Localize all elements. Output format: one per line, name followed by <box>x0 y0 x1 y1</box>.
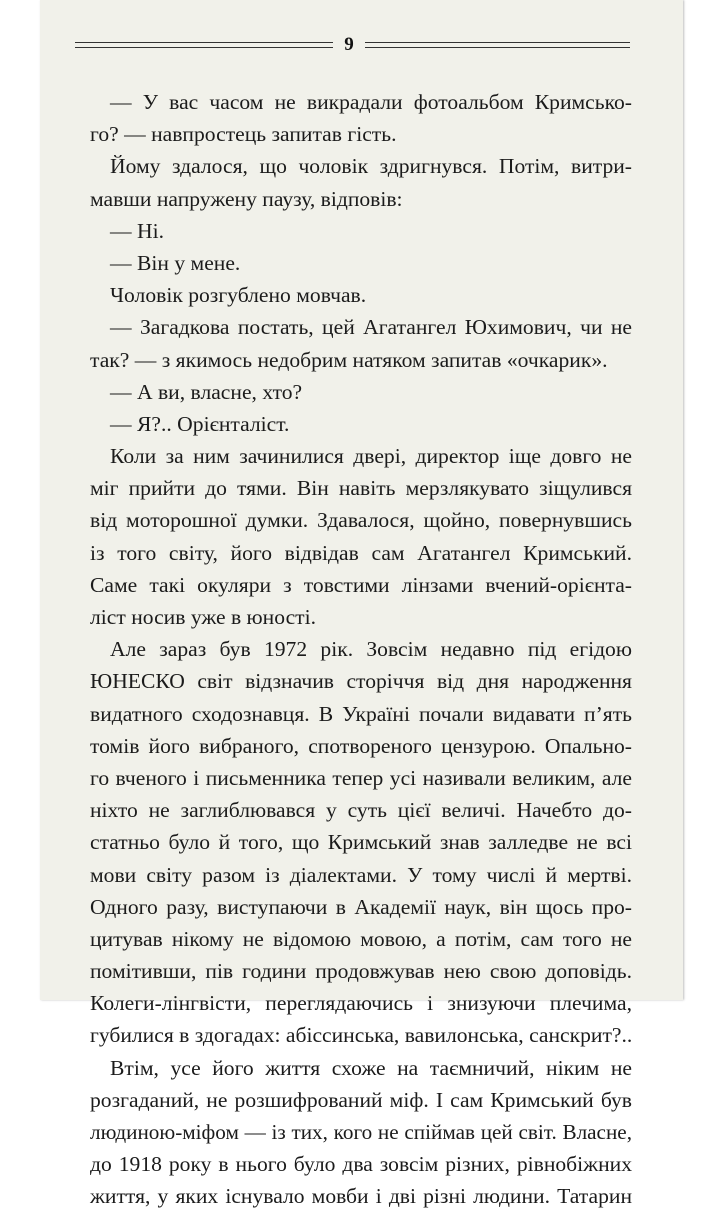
text-line: го? — навпростець запитав гість. <box>90 122 397 147</box>
text-line: цитував нікому не відомою мовою, а потім, сам того не <box>90 926 632 951</box>
text-line: — Він у мене. <box>110 250 241 275</box>
text-line: томів його вибраного, спотвореного цензурою. Опально- <box>90 733 632 758</box>
page-number: 9 <box>344 34 354 55</box>
text-line: мавши напружену паузу, відповів: <box>90 186 403 211</box>
text-line: губилися в здогадах: абіссинська, вавилонська, санскрит?.. <box>90 1023 633 1048</box>
text-line: Але зараз був 1972 рік. Зовсім недавно під егідою <box>110 637 632 662</box>
text-line: — У вас часом не викрадали фотоальбом Кримсько- <box>110 90 632 114</box>
text-line: — А ви, власне, хто? <box>110 379 303 404</box>
text-line: статньо було й того, що Кримський знав залледве не всі <box>90 830 632 855</box>
text-line: життя, у яких існувало мовби і дві різні людини. Татарин <box>90 1184 632 1209</box>
text-line: міг прийти до тями. Він навіть мерзлякувато зіщулився <box>90 476 632 501</box>
page-body-text <box>90 86 632 1213</box>
page-header <box>75 33 630 57</box>
text-line: помітивши, пів години продовжував нею свою доповідь. <box>90 959 632 984</box>
text-line: — Загадкова постать, цей Агатангел Юхимович, чи не <box>110 315 632 340</box>
text-line: Втім, усе його життя схоже на таємничий, ніким не <box>110 1055 632 1080</box>
text-line: Колеги-лінгвісти, переглядаючись і знизуючи плечима, <box>90 991 632 1016</box>
text-line: розгаданий, не розшифрований міф. І сам Кримський був <box>90 1087 632 1112</box>
text-line: Саме такі окуляри з товстими лінзами вчений-орієнта- <box>90 572 632 597</box>
text-line: до 1918 року в нього було два зовсім різних, рівнобіжних <box>90 1152 632 1177</box>
text-line: — Ні. <box>110 218 164 243</box>
text-line: Одного разу, виступаючи в Академії наук, він щось про- <box>90 894 632 919</box>
text-line: видатного сходознавця. В Україні почали видавати п’ять <box>90 701 632 726</box>
text-line: ЮНЕСКО світ відзначив сторіччя від дня народження <box>90 669 632 694</box>
text-line: Коли за ним зачинилися двері, директор іще довго не <box>110 444 632 469</box>
text-line: Йому здалося, що чоловік здригнувся. Потім, витри- <box>110 154 632 179</box>
header-rule-left <box>75 42 333 48</box>
text-line: так? — з якимось недобрим натяком запитав «очкарик». <box>90 347 608 372</box>
text-line: від моторошної думки. Здавалося, щойно, повернувшись <box>90 508 632 533</box>
text-line: мови світу разом із діалектами. У тому числі й мертві. <box>90 862 632 887</box>
text-line: із того світу, його відвідав сам Агатангел Кримський. <box>90 540 632 565</box>
book-page <box>40 0 683 1209</box>
header-rule-right <box>365 42 630 48</box>
text-line: ліст носив уже в юності. <box>90 605 316 629</box>
text-line: Чоловік розгублено мовчав. <box>110 283 367 308</box>
text-line: ніхто не заглиблювався у суть цієї величі. Начебто до- <box>90 798 632 823</box>
text-line: — Я?.. Орієнталіст. <box>110 411 290 436</box>
text-line: го вченого і письменника тепер усі називали великим, але <box>90 765 632 790</box>
text-line: людиною-міфом — із тих, кого не спіймав цей світ. Власне, <box>90 1120 632 1144</box>
